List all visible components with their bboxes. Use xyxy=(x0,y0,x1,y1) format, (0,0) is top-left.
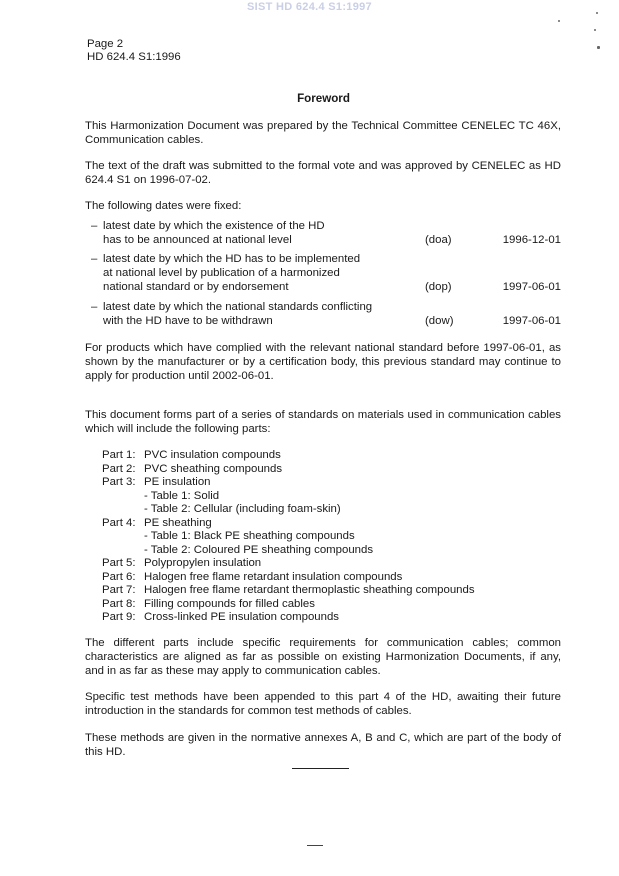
watermark: SIST HD 624.4 S1:1997 xyxy=(247,1,372,13)
sub-item: - Table 2: Cellular (including foam-skin) xyxy=(144,503,341,515)
dash-marker: – xyxy=(91,253,98,265)
date-abbreviation: (dop) xyxy=(425,281,452,293)
products-paragraph: For products which have complied with the relevant national standard before 1997-06-01, as shown by the manufacturer or by a certification body, this previous standard may continue to apply for production until 2002-06-01. xyxy=(85,342,561,382)
dash-marker: – xyxy=(91,220,98,232)
date-abbreviation: (dow) xyxy=(425,315,454,327)
part-label: Part 4: xyxy=(102,516,136,529)
sub-item: - Table 2: Coloured PE sheathing compounds xyxy=(144,543,374,556)
end-rule xyxy=(292,768,349,769)
sub-item: - Table 1: Solid xyxy=(144,489,220,502)
list-item xyxy=(102,448,475,462)
part-title: PE insulation xyxy=(144,476,211,488)
test-methods-paragraph: Specific test methods have been appended to this part 4 of the HD, awaiting their future introduction in the standards for common test methods of cables. xyxy=(85,691,561,717)
part-label: Part 2: xyxy=(102,462,136,475)
part-title: Halogen free flame retardant insulation compounds xyxy=(144,570,403,583)
date-item-text: latest date by which the HD has to be implemented xyxy=(103,253,361,265)
draft-paragraph: The text of the draft was submitted to the formal vote and was approved by CENELEC as HD 624.4 S1 on 1996-07-02. xyxy=(85,160,561,186)
part-label: Part 7: xyxy=(102,584,136,596)
list-item xyxy=(102,475,475,489)
date-value: 1996-12-01 xyxy=(502,234,561,246)
part-label: Part 8: xyxy=(102,597,136,610)
scan-speck xyxy=(594,29,596,31)
parts-list xyxy=(102,448,475,624)
date-abbreviation: (doa) xyxy=(425,234,452,246)
scan-speck xyxy=(596,12,598,14)
dates-intro: The following dates were fixed: xyxy=(85,200,242,212)
part-title: PVC sheathing compounds xyxy=(144,462,283,475)
date-item-text: latest date by which the existence of the HD xyxy=(103,220,325,232)
intro-paragraph: This Harmonization Document was prepared by the Technical Committee CENELEC TC 46X, Communication cables. xyxy=(85,120,561,146)
part-label: Part 6: xyxy=(102,570,136,583)
date-item-dop xyxy=(91,252,561,294)
part-title: Cross-linked PE insulation compounds xyxy=(144,611,340,623)
footer-mark xyxy=(307,845,323,846)
part-label: Part 9: xyxy=(102,611,136,623)
date-item-dow xyxy=(91,300,561,328)
part-title: Halogen free flame retardant thermoplastic sheathing compounds xyxy=(144,584,475,596)
part-title: Filling compounds for filled cables xyxy=(144,597,315,610)
page-header xyxy=(87,38,181,64)
date-value: 1997-06-01 xyxy=(502,281,561,293)
list-item xyxy=(102,610,475,624)
part-label: Part 5: xyxy=(102,557,136,569)
sub-item: - Table 1: Black PE sheathing compounds xyxy=(144,530,355,542)
list-item xyxy=(102,583,475,597)
part-title: Polypropylen insulation xyxy=(144,557,262,569)
page-number: Page 2 xyxy=(87,38,124,50)
part-label: Part 3: xyxy=(102,476,136,488)
scan-speck xyxy=(597,46,600,49)
list-item xyxy=(102,462,475,476)
list-item xyxy=(102,597,475,611)
list-item xyxy=(102,516,475,530)
date-item-text: latest date by which the national standards conflicting xyxy=(103,301,373,313)
document-id: HD 624.4 S1:1996 xyxy=(87,51,181,63)
annexes-paragraph: These methods are given in the normative annexes A, B and C, which are part of the body of this HD. xyxy=(85,732,561,758)
dash-marker: – xyxy=(91,301,98,313)
date-item-text: at national level by publication of a harmonized xyxy=(103,267,340,279)
list-item xyxy=(102,556,475,570)
date-item-doa xyxy=(91,219,561,247)
date-item-text: with the HD have to be withdrawn xyxy=(103,315,273,327)
part-title: PE sheathing xyxy=(144,516,212,529)
part-label: Part 1: xyxy=(102,449,136,461)
part-title: PVC insulation compounds xyxy=(144,449,281,461)
date-value: 1997-06-01 xyxy=(502,315,561,327)
different-parts-paragraph: The different parts include specific requirements for communication cables; common characteristics are aligned as far as possible on existing Harmonization Documents, if any, and in as far as these may apply to communication cables. xyxy=(85,637,561,677)
page-title: Foreword xyxy=(297,92,350,105)
series-paragraph: This document forms part of a series of standards on materials used in communication cables which will include the following parts: xyxy=(85,409,561,435)
scan-speck xyxy=(558,20,560,22)
date-item-text: has to be announced at national level xyxy=(103,234,292,246)
date-item-text: national standard or by endorsement xyxy=(103,281,289,293)
list-item xyxy=(102,570,475,584)
